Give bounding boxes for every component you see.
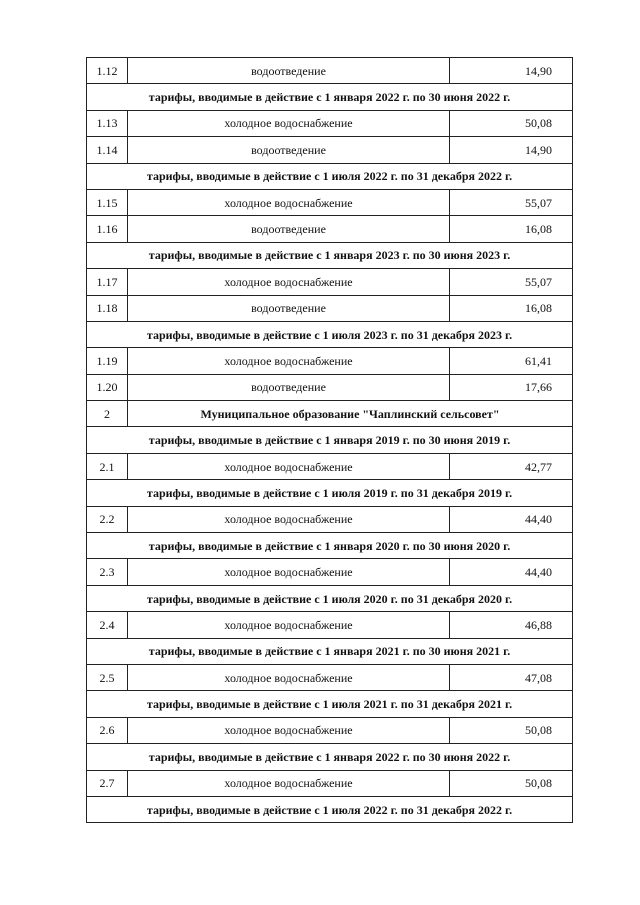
service-name: холодное водоснабжение [128,189,450,215]
service-name: холодное водоснабжение [128,612,450,638]
tariff-row [87,58,573,84]
tariff-table-body [87,58,573,823]
tariff-value: 50,08 [450,717,573,743]
tariff-value: 14,90 [450,137,573,163]
tariff-row [87,348,573,374]
section-title: тарифы, вводимые в действие с 1 июля 2023 г. по 31 декабря 2023 г. [87,321,573,347]
row-number: 1.14 [87,137,128,163]
section-title: тарифы, вводимые в действие с 1 июля 2021 г. по 31 декабря 2021 г. [87,691,573,717]
tariff-value: 42,77 [450,453,573,479]
tariff-value: 50,08 [450,110,573,136]
row-number: 1.19 [87,348,128,374]
tariff-row [87,374,573,400]
row-number: 1.12 [87,58,128,84]
service-name: холодное водоснабжение [128,506,450,532]
tariff-value: 16,08 [450,295,573,321]
tariff-row [87,137,573,163]
row-number: 2.7 [87,770,128,796]
tariff-value: 55,07 [450,269,573,295]
tariff-row [87,453,573,479]
section-header-row [87,585,573,611]
tariff-row [87,559,573,585]
tariff-row [87,110,573,136]
tariff-row [87,717,573,743]
service-name: холодное водоснабжение [128,110,450,136]
row-number: 2.3 [87,559,128,585]
section-header-row [87,533,573,559]
section-title: тарифы, вводимые в действие с 1 января 2022 г. по 30 июня 2022 г. [87,84,573,110]
service-name: водоотведение [128,295,450,321]
row-number: 2.1 [87,453,128,479]
service-name: холодное водоснабжение [128,717,450,743]
section-title: тарифы, вводимые в действие с 1 июля 2022 г. по 31 декабря 2022 г. [87,796,573,822]
section-header-row [87,744,573,770]
tariff-value: 44,40 [450,506,573,532]
section-header-row [87,427,573,453]
row-number: 1.17 [87,269,128,295]
service-name: водоотведение [128,58,450,84]
service-name: холодное водоснабжение [128,664,450,690]
section-header-row [87,691,573,717]
tariff-row [87,295,573,321]
row-number: 2.4 [87,612,128,638]
service-name: водоотведение [128,137,450,163]
tariff-row [87,506,573,532]
row-number: 1.13 [87,110,128,136]
tariff-row [87,189,573,215]
tariff-value: 46,88 [450,612,573,638]
row-number: 1.18 [87,295,128,321]
tariff-row [87,216,573,242]
row-number: 1.16 [87,216,128,242]
section-title: тарифы, вводимые в действие с 1 января 2022 г. по 30 июня 2022 г. [87,744,573,770]
section-title: тарифы, вводимые в действие с 1 января 2020 г. по 30 июня 2020 г. [87,533,573,559]
organization-row [87,401,573,427]
section-header-row [87,163,573,189]
service-name: холодное водоснабжение [128,559,450,585]
section-header-row [87,321,573,347]
service-name: холодное водоснабжение [128,453,450,479]
organization-name: Муниципальное образование "Чаплинский сельсовет" [128,401,573,427]
section-title: тарифы, вводимые в действие с 1 января 2023 г. по 30 июня 2023 г. [87,242,573,268]
row-number: 2.2 [87,506,128,532]
tariff-value: 47,08 [450,664,573,690]
section-header-row [87,242,573,268]
section-title: тарифы, вводимые в действие с 1 января 2021 г. по 30 июня 2021 г. [87,638,573,664]
service-name: холодное водоснабжение [128,348,450,374]
row-number: 2.5 [87,664,128,690]
row-number: 2.6 [87,717,128,743]
service-name: холодное водоснабжение [128,269,450,295]
section-header-row [87,480,573,506]
row-number: 1.15 [87,189,128,215]
tariff-table [86,57,573,823]
tariff-value: 61,41 [450,348,573,374]
section-header-row [87,84,573,110]
row-number: 2 [87,401,128,427]
tariff-value: 17,66 [450,374,573,400]
tariff-value: 14,90 [450,58,573,84]
service-name: холодное водоснабжение [128,770,450,796]
tariff-value: 50,08 [450,770,573,796]
section-header-row [87,796,573,822]
service-name: водоотведение [128,374,450,400]
tariff-row [87,664,573,690]
tariff-value: 44,40 [450,559,573,585]
row-number: 1.20 [87,374,128,400]
tariff-value: 16,08 [450,216,573,242]
tariff-row [87,269,573,295]
tariff-value: 55,07 [450,189,573,215]
section-title: тарифы, вводимые в действие с 1 июля 2019 г. по 31 декабря 2019 г. [87,480,573,506]
section-title: тарифы, вводимые в действие с 1 июля 2020 г. по 31 декабря 2020 г. [87,585,573,611]
service-name: водоотведение [128,216,450,242]
section-header-row [87,638,573,664]
tariff-row [87,612,573,638]
tariff-row [87,770,573,796]
section-title: тарифы, вводимые в действие с 1 января 2019 г. по 30 июня 2019 г. [87,427,573,453]
section-title: тарифы, вводимые в действие с 1 июля 2022 г. по 31 декабря 2022 г. [87,163,573,189]
